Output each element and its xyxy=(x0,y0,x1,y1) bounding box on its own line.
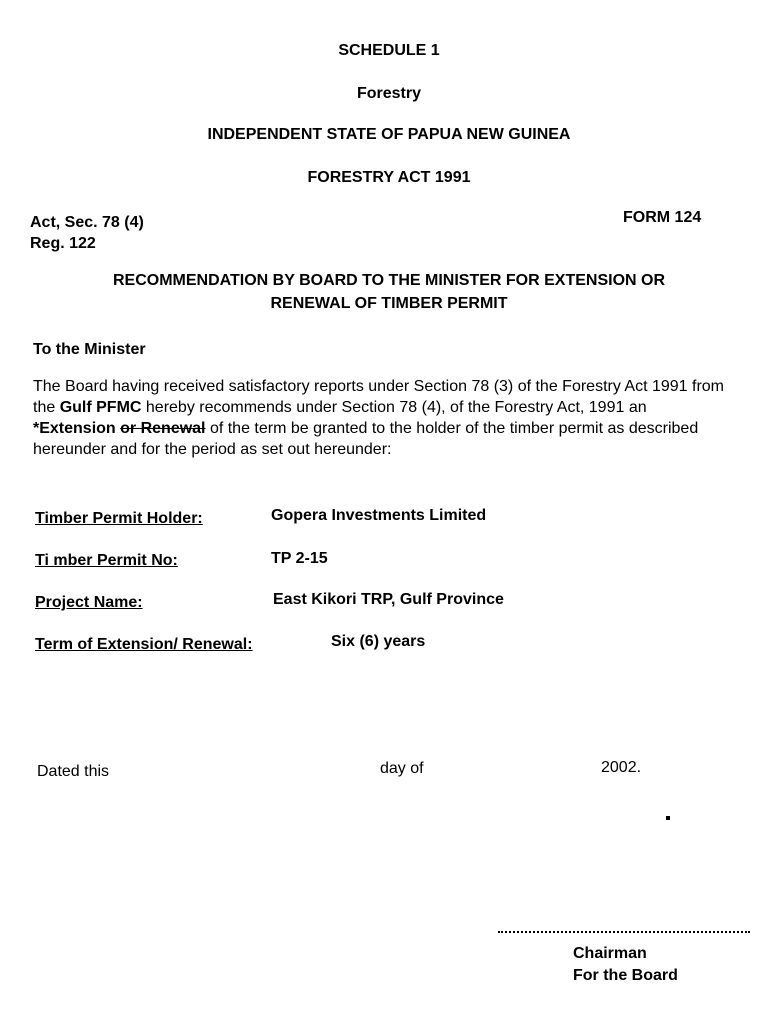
permit-holder-label: Timber Permit Holder: xyxy=(35,510,203,527)
stray-dot xyxy=(666,816,670,820)
body-text-2: hereby recommends under Section 78 (4), of the Forestry Act, 1991 an xyxy=(141,399,647,416)
act-section-ref: Act, Sec. 78 (4) xyxy=(30,214,144,231)
addressee: To the Minister xyxy=(33,341,146,358)
signature-line xyxy=(498,931,750,933)
project-name-label: Project Name: xyxy=(35,594,143,611)
body-text-1: The Board having received satisfactory reports under Section 78 (3) of the Forestry Act 1991 from the xyxy=(33,378,725,416)
day-of-text: day of xyxy=(380,760,424,777)
subject-heading: Forestry xyxy=(356,85,422,102)
project-name-value: East Kikori TRP, Gulf Province xyxy=(273,591,504,608)
extension-term: *Extension xyxy=(33,420,121,437)
schedule-heading: SCHEDULE 1 xyxy=(338,42,440,59)
form-title-line1: RECOMMENDATION BY BOARD TO THE MINISTER FOR EXTENSION OR xyxy=(112,272,666,289)
form-title-line2: RENEWAL OF TIMBER PERMIT xyxy=(270,295,508,312)
dated-prefix: Dated this xyxy=(37,763,110,780)
signatory-role: Chairman xyxy=(573,945,647,962)
state-heading: INDEPENDENT STATE OF PAPUA NEW GUINEA xyxy=(207,126,571,143)
year-text: 2002. xyxy=(601,759,642,776)
permit-number-label: Ti mber Permit No: xyxy=(35,552,178,569)
regulation-ref: Reg. 122 xyxy=(30,235,96,252)
form-number: FORM 124 xyxy=(623,209,702,226)
permit-holder-value: Gopera Investments Limited xyxy=(271,507,487,524)
body-paragraph xyxy=(33,376,733,460)
act-heading: FORESTRY ACT 1991 xyxy=(307,169,471,186)
body-text-3: of the term be granted to the holder of the timber permit as described hereunder and for the period as set out hereunder: xyxy=(33,420,699,458)
term-value: Six (6) years xyxy=(331,633,426,650)
signatory-for: For the Board xyxy=(573,967,678,984)
pfmc-name: Gulf PFMC xyxy=(59,399,142,416)
renewal-struck-term: or Renewal xyxy=(120,420,206,437)
permit-number-value: TP 2-15 xyxy=(271,550,328,567)
term-label: Term of Extension/ Renewal: xyxy=(35,636,253,653)
